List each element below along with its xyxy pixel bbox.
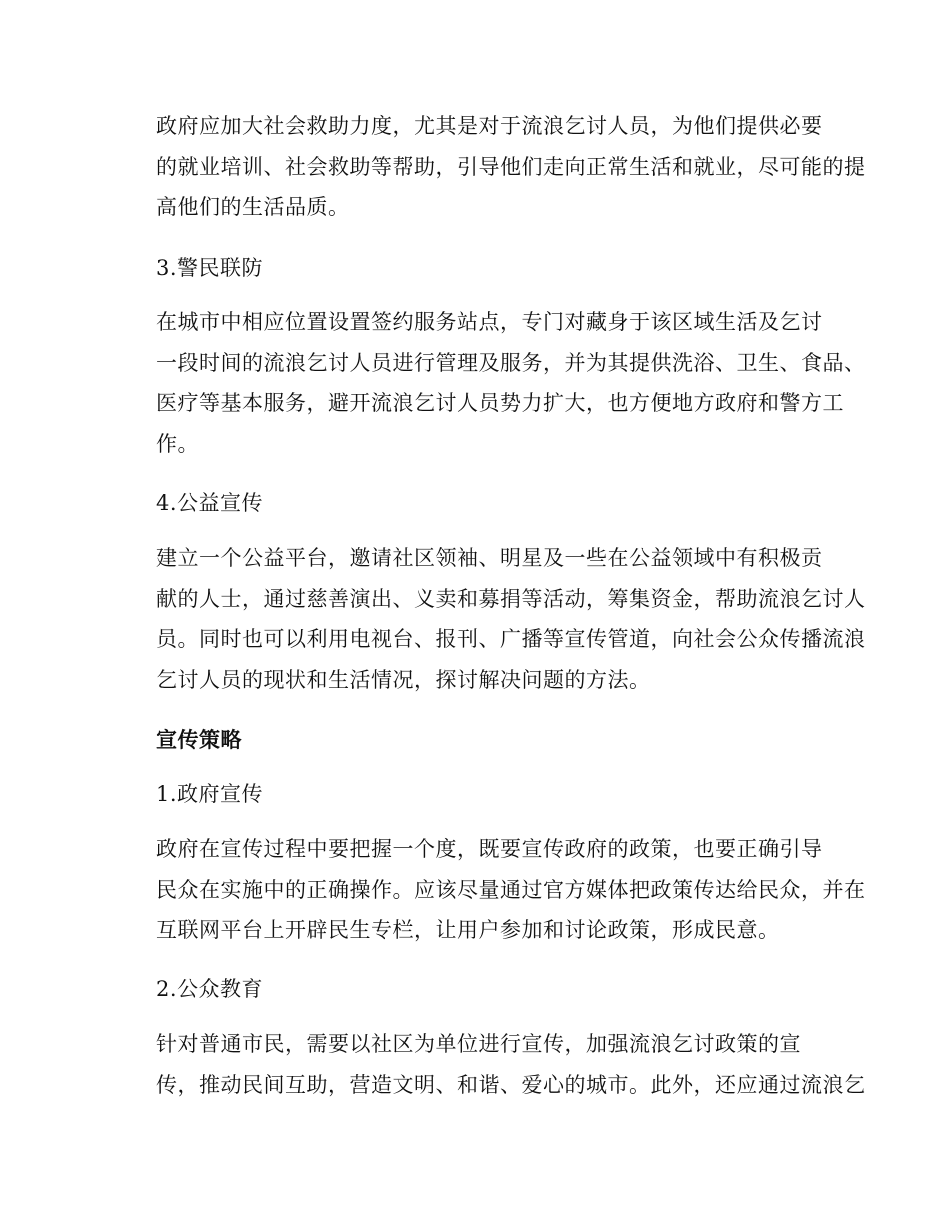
text-line: 在城市中相应位置设置签约服务站点，专门对藏身于该区域生活及乞讨 (156, 310, 823, 334)
text-line: 民众在实施中的正确操作。应该尽量通过官方媒体把政策传达给民众，并在 (156, 877, 866, 902)
text-line: 传，推动民间互助，营造文明、和谐、爱心的城市。此外，还应通过流浪乞 (156, 1072, 866, 1097)
text-line: 医疗等基本服务，避开流浪乞讨人员势力扩大，也方便地方政府和警方工 (156, 391, 844, 415)
text-line: 政府在宣传过程中要把握一个度，既要宣传政府的政策，也要正确引导 (156, 837, 823, 861)
paragraph-social-assistance (112, 106, 866, 228)
subheading-public-education (112, 969, 832, 1010)
text-line: 乞讨人员的现状和生活情况，探讨解决问题的方法。 (156, 667, 651, 692)
subheading-text: 4.公益宣传 (156, 491, 264, 515)
text-line: 的就业培训、社会救助等帮助，引导他们走向正常生活和就业，尽可能的提 (156, 154, 866, 179)
section-heading-publicity-strategy (112, 720, 832, 761)
paragraph-welfare-platform (112, 538, 866, 700)
paragraph-public-education (112, 1024, 866, 1105)
text-line: 作。 (156, 431, 199, 456)
text-line: 政府应加大社会救助力度，尤其是对于流浪乞讨人员，为他们提供必要 (156, 114, 823, 138)
subheading-text: 2.公众教育 (156, 977, 264, 1001)
text-line: 互联网平台上开辟民生专栏，让用户参加和讨论政策，形成民意。 (156, 918, 780, 942)
text-line: 一段时间的流浪乞讨人员进行管理及服务，并为其提供洗浴、卫生、食品、 (156, 350, 866, 375)
paragraph-government-publicity (112, 829, 866, 951)
heading-text: 宣传策略 (156, 727, 242, 752)
text-line: 员。同时也可以利用电视台、报刊、广播等宣传管道，向社会公众传播流浪 (156, 627, 866, 651)
paragraph-service-stations (112, 302, 866, 464)
subheading-public-welfare (112, 483, 832, 524)
subheading-police-civilian (112, 248, 832, 289)
text-line: 建立一个公益平台，邀请社区领袖、明星及一些在公益领域中有积极贡 (156, 546, 823, 570)
text-line: 针对普通市民，需要以社区为单位进行宣传，加强流浪乞讨政策的宣 (156, 1032, 801, 1056)
text-line: 高他们的生活品质。 (156, 195, 350, 219)
subheading-government-publicity (112, 774, 832, 815)
text-line: 献的人士，通过慈善演出、义卖和募捐等活动，筹集资金，帮助流浪乞讨人 (156, 586, 866, 611)
subheading-text: 1.政府宣传 (156, 782, 264, 806)
subheading-text: 3.警民联防 (156, 256, 264, 280)
